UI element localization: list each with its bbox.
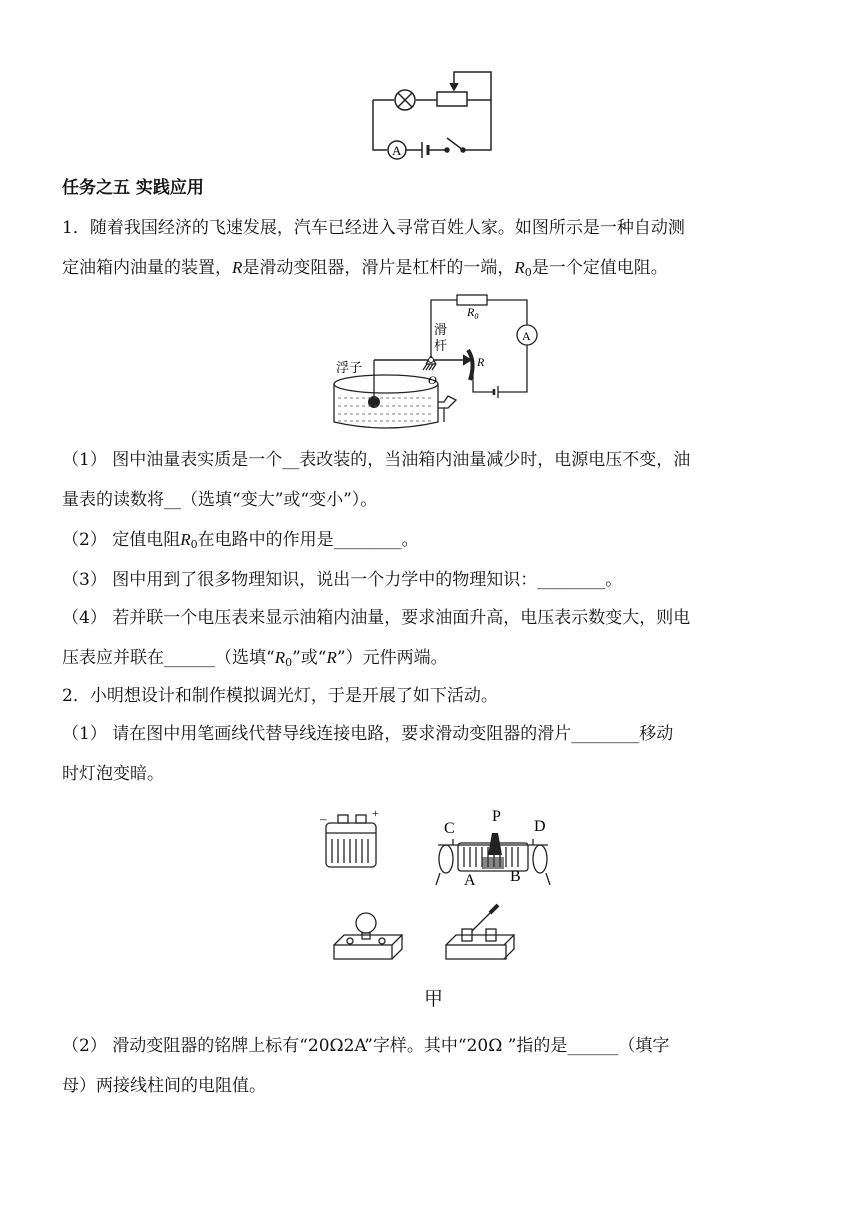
q1-intro-text-a: 定油箱内油量的装置， [62,258,232,278]
fig-ammeter-label: A [522,329,531,343]
var-r0-sub: 0 [524,266,532,279]
components-figure [318,805,558,975]
var-r: R [326,648,337,667]
q1-p2-text-a: （2） 定值电阻 [62,530,181,550]
fig-slider-label-b: 杆 [434,338,448,353]
terminal-b: B [510,868,521,885]
var-r0-sub: 0 [190,538,198,551]
q2-p2-line1: （2） 滑动变阻器的铭牌上标有“20Ω2A”字样。其中“20Ω ”指的是______（填字 [62,1036,670,1056]
q1-p4-line1: （4） 若并联一个电压表来显示油箱内油量，要求油面升高，电压表示数变大，则电 [62,608,691,628]
q1-p4-text-b: ”或“ [292,648,327,668]
q1-intro-text-c: 是一个定值电阻。 [531,258,668,278]
var-r0: R [180,530,191,549]
q1-p1-line1: （1） 图中油量表实质是一个__表改装的，当油箱内油量减少时，电源电压不变，油 [62,450,691,470]
q1-p2 [62,530,419,555]
var-r: R [232,258,243,277]
q2-p1-line1: （1） 请在图中用笔画线代替导线连接电路，要求滑动变阻器的滑片________移动 [62,724,674,744]
fig-pivot-label: O [428,373,437,387]
q1-p2-text-b: 在电路中的作用是________。 [197,530,419,550]
oil-gauge-figure [330,292,540,432]
terminal-p: P [492,808,501,825]
q2-p1-line2: 时灯泡变暗。 [62,764,164,784]
q1-intro-text-b: 是滑动变阻器，滑片是杠杆的一端， [242,258,515,278]
q1-intro-line1: 1．随着我国经济的飞速发展，汽车已经进入寻常百姓人家。如图所示是一种自动测 [62,218,685,238]
q2-p2-line2: 母）两接线柱间的电阻值。 [62,1076,266,1096]
figure-caption: 甲 [424,988,444,1010]
terminal-d: D [534,818,546,835]
fig-slider-label-a: 滑 [434,322,448,337]
fig-float-label: 浮子 [336,360,363,375]
q1-p4-text-a: 压表应并联在______（选填“ [62,648,275,668]
q2-intro: 2．小明想设计和制作模拟调光灯，于是开展了如下活动。 [62,686,498,706]
q1-intro-line2 [62,258,668,283]
var-r0-sub: 0 [285,656,293,669]
terminal-a: A [464,872,476,889]
battery-minus: – [320,811,327,826]
terminal-c: C [444,820,455,837]
circuit-diagram-top [365,62,500,164]
q1-p3: （3） 图中用到了很多物理知识，说出一个力学中的物理知识：________。 [62,570,623,590]
var-r0: R [274,648,286,667]
section-title: 任务之五 实践应用 [62,178,204,198]
battery-plus: + [372,806,379,820]
ammeter-label: A [392,143,402,158]
var-r0: R [514,258,525,277]
fig-r0-label: $R_0$ [467,305,479,321]
q1-p1-line2: 量表的读数将__（选填“变大”或“变小”）。 [62,490,378,510]
q1-p4-line2 [62,648,448,673]
q1-p4-text-c: ”）元件两端。 [336,648,448,668]
fig-r-label: R [477,355,485,369]
